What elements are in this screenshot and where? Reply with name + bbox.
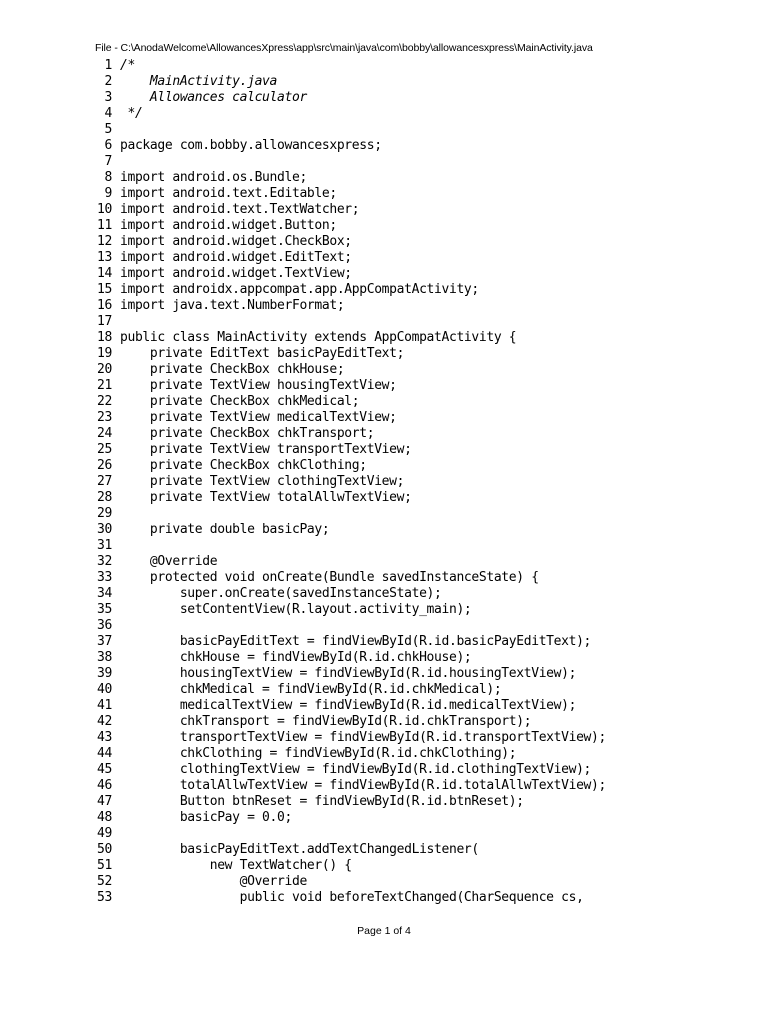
line-number: 9 (104, 186, 112, 201)
line-number: 1 (104, 58, 112, 73)
code-line (0, 826, 768, 842)
code-line (0, 858, 768, 874)
line-number: 3 (104, 90, 112, 105)
code-line (0, 730, 768, 746)
code-line (0, 426, 768, 442)
code-line (0, 666, 768, 682)
line-number: 17 (97, 314, 112, 329)
line-number: 40 (97, 682, 112, 697)
line-number: 38 (97, 650, 112, 665)
line-number: 45 (97, 762, 112, 777)
line-text: import android.widget.EditText; (120, 250, 352, 265)
line-text: basicPayEditText = findViewById(R.id.basicPayEditText); (120, 634, 592, 649)
code-line (0, 410, 768, 426)
line-number: 29 (97, 506, 112, 521)
line-number: 12 (97, 234, 112, 249)
line-text: clothingTextView = findViewById(R.id.clothingTextView); (120, 762, 592, 777)
line-text: private TextView housingTextView; (120, 378, 397, 393)
code-line (0, 762, 768, 778)
line-text: public class MainActivity extends AppCompatActivity { (120, 330, 517, 345)
line-number: 27 (97, 474, 112, 489)
line-text: setContentView(R.layout.activity_main); (120, 602, 472, 617)
line-text: package com.bobby.allowancesxpress; (120, 138, 382, 153)
code-line (0, 202, 768, 218)
line-number: 30 (97, 522, 112, 537)
code-line (0, 794, 768, 810)
line-number: 44 (97, 746, 112, 761)
code-line (0, 378, 768, 394)
line-number: 20 (97, 362, 112, 377)
line-number: 25 (97, 442, 112, 457)
line-number: 24 (97, 426, 112, 441)
code-line (0, 490, 768, 506)
code-line (0, 650, 768, 666)
line-text: import android.text.TextWatcher; (120, 202, 360, 217)
line-number: 2 (104, 74, 112, 89)
line-text: /* (120, 58, 135, 73)
line-text: housingTextView = findViewById(R.id.housingTextView); (120, 666, 577, 681)
line-text: private double basicPay; (120, 522, 330, 537)
code-line (0, 234, 768, 250)
line-number: 31 (97, 538, 112, 553)
code-line (0, 170, 768, 186)
code-line (0, 538, 768, 554)
code-line (0, 362, 768, 378)
line-text: Allowances calculator (120, 90, 307, 105)
code-line (0, 266, 768, 282)
line-text: @Override (120, 554, 218, 569)
line-number: 16 (97, 298, 112, 313)
line-text: private TextView medicalTextView; (120, 410, 397, 425)
code-line (0, 874, 768, 890)
code-line (0, 442, 768, 458)
code-line (0, 138, 768, 154)
line-number: 33 (97, 570, 112, 585)
line-text: private TextView transportTextView; (120, 442, 412, 457)
line-number: 15 (97, 282, 112, 297)
code-line (0, 842, 768, 858)
line-number: 39 (97, 666, 112, 681)
code-line (0, 570, 768, 586)
code-line (0, 890, 768, 906)
code-line (0, 314, 768, 330)
code-line (0, 282, 768, 298)
code-line (0, 698, 768, 714)
line-number: 47 (97, 794, 112, 809)
code-line (0, 74, 768, 90)
line-number: 21 (97, 378, 112, 393)
line-text: @Override (120, 874, 307, 889)
line-number: 53 (97, 890, 112, 905)
line-text: basicPay = 0.0; (120, 810, 292, 825)
line-text: Button btnReset = findViewById(R.id.btnReset); (120, 794, 524, 809)
line-text: MainActivity.java (120, 74, 278, 89)
code-line (0, 746, 768, 762)
line-number: 32 (97, 554, 112, 569)
line-number: 28 (97, 490, 112, 505)
line-text: chkClothing = findViewById(R.id.chkClothing); (120, 746, 517, 761)
line-text: new TextWatcher() { (120, 858, 352, 873)
page-number: Page 1 of 4 (357, 925, 411, 937)
line-number: 42 (97, 714, 112, 729)
line-text: public void beforeTextChanged(CharSequence cs, (120, 890, 584, 905)
line-text: medicalTextView = findViewById(R.id.medicalTextView); (120, 698, 577, 713)
code-line (0, 298, 768, 314)
code-line (0, 714, 768, 730)
line-text: chkMedical = findViewById(R.id.chkMedical); (120, 682, 502, 697)
line-text: protected void onCreate(Bundle savedInstanceState) { (120, 570, 539, 585)
line-text: import android.text.Editable; (120, 186, 337, 201)
line-number: 50 (97, 842, 112, 857)
line-number: 5 (104, 122, 112, 137)
line-text: chkHouse = findViewById(R.id.chkHouse); (120, 650, 472, 665)
code-line (0, 122, 768, 138)
code-line (0, 602, 768, 618)
line-text: import android.os.Bundle; (120, 170, 307, 185)
code-listing (0, 58, 768, 906)
line-number: 51 (97, 858, 112, 873)
line-number: 37 (97, 634, 112, 649)
line-text: private TextView totalAllwTextView; (120, 490, 412, 505)
line-number: 6 (104, 138, 112, 153)
line-number: 26 (97, 458, 112, 473)
line-text: basicPayEditText.addTextChangedListener( (120, 842, 479, 857)
code-line (0, 586, 768, 602)
line-text: import android.widget.Button; (120, 218, 337, 233)
line-text: private CheckBox chkClothing; (120, 458, 367, 473)
code-line (0, 250, 768, 266)
line-number: 52 (97, 874, 112, 889)
line-text: private TextView clothingTextView; (120, 474, 405, 489)
line-number: 23 (97, 410, 112, 425)
line-text: super.onCreate(savedInstanceState); (120, 586, 442, 601)
line-number: 48 (97, 810, 112, 825)
line-text: import android.widget.TextView; (120, 266, 352, 281)
line-number: 8 (104, 170, 112, 185)
line-number: 11 (97, 218, 112, 233)
line-number: 41 (97, 698, 112, 713)
code-line (0, 554, 768, 570)
line-number: 19 (97, 346, 112, 361)
code-line (0, 458, 768, 474)
code-line (0, 682, 768, 698)
file-path-header: File - C:\AnodaWelcome\AllowancesXpress\app\src\main\java\com\bobby\allowancesxpress\MainActivity.java (95, 42, 593, 54)
code-line (0, 618, 768, 634)
code-line (0, 154, 768, 170)
code-line (0, 506, 768, 522)
line-number: 18 (97, 330, 112, 345)
line-text: private CheckBox chkMedical; (120, 394, 360, 409)
line-number: 7 (104, 154, 112, 169)
line-text: chkTransport = findViewById(R.id.chkTransport); (120, 714, 532, 729)
code-line (0, 522, 768, 538)
line-text: import java.text.NumberFormat; (120, 298, 345, 313)
code-line (0, 810, 768, 826)
line-number: 35 (97, 602, 112, 617)
line-number: 36 (97, 618, 112, 633)
line-text: */ (120, 106, 143, 121)
code-line (0, 346, 768, 362)
line-number: 49 (97, 826, 112, 841)
code-line (0, 90, 768, 106)
code-line (0, 106, 768, 122)
code-line (0, 218, 768, 234)
line-text: private CheckBox chkTransport; (120, 426, 375, 441)
line-text: private EditText basicPayEditText; (120, 346, 405, 361)
code-line (0, 330, 768, 346)
line-text: import androidx.appcompat.app.AppCompatActivity; (120, 282, 479, 297)
line-number: 4 (104, 106, 112, 121)
code-line (0, 394, 768, 410)
code-line (0, 778, 768, 794)
line-number: 13 (97, 250, 112, 265)
line-number: 46 (97, 778, 112, 793)
line-number: 34 (97, 586, 112, 601)
line-number: 22 (97, 394, 112, 409)
line-text: private CheckBox chkHouse; (120, 362, 345, 377)
line-number: 10 (97, 202, 112, 217)
line-number: 43 (97, 730, 112, 745)
line-text: import android.widget.CheckBox; (120, 234, 352, 249)
code-line (0, 58, 768, 74)
line-number: 14 (97, 266, 112, 281)
code-line (0, 474, 768, 490)
line-text: totalAllwTextView = findViewById(R.id.totalAllwTextView); (120, 778, 606, 793)
code-line (0, 634, 768, 650)
code-line (0, 186, 768, 202)
line-text: transportTextView = findViewById(R.id.transportTextView); (120, 730, 606, 745)
